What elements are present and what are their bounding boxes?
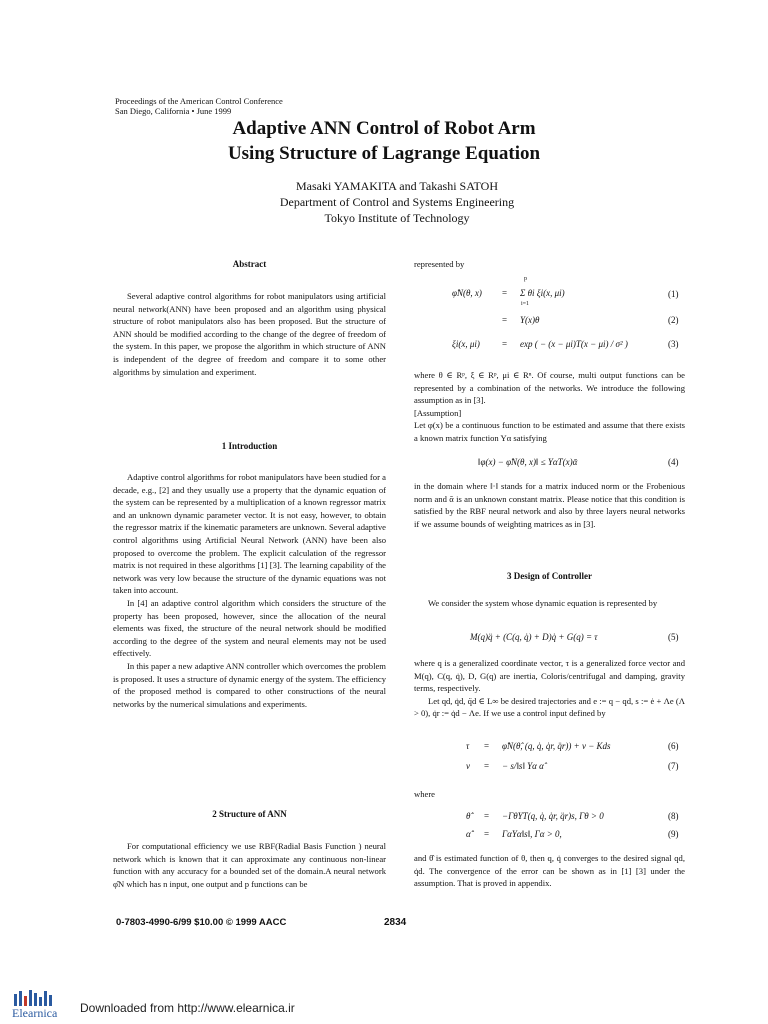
title-line-2: Using Structure of Lagrange Equation	[227, 143, 541, 164]
eq3-equals: =	[502, 339, 508, 349]
institute: Tokyo Institute of Technology	[324, 211, 470, 225]
represented-by-text: represented by	[414, 259, 465, 269]
eq2-number: (2)	[668, 315, 679, 325]
title-line-1: Adaptive ANN Control of Robot Arm	[232, 118, 536, 139]
eq4: ‖φ(x) − φ̂N(θ, x)‖ ≤ YαT(x)ᾱ	[478, 457, 578, 467]
eq3-lhs: ξi(x, μi)	[452, 339, 480, 349]
proceedings-line-1: Proceedings of the American Control Conference	[115, 96, 283, 106]
abstract-paragraph: Several adaptive control algorithms for robot manipulators using artificial neural network(ANN) have been proposed and an algorithm using physical structure of robot manipulators also has been proposed. But the structure of ANN should be modified according to the change of the degree of freedom of the system. In this paper, we propose the algorithm in which structure of ANN is independent of the degree of freedom and compare it to some other algorithms by simulation and experiment.	[113, 291, 386, 377]
eq3-rhs: exp ( − (x − μi)T(x − μi) / σ² )	[520, 339, 628, 349]
eq2-rhs: Y(x)θ	[520, 315, 540, 325]
eq9-equals: =	[484, 829, 490, 839]
final-paragraph: and θ̂ is estimated function of θ, then q, q̇ converges to the desired signal qd, q̇d. The convergence of the error can be shown as in [1] [3] under the assumption. That is proved in appendix.	[414, 853, 685, 889]
eq1-equals: =	[502, 288, 508, 298]
abstract-text	[113, 290, 386, 378]
eq1-sum-bottom: i=1	[521, 301, 530, 307]
eq7-number: (7)	[668, 761, 679, 771]
download-link[interactable]: Downloaded from http://www.elearnica.ir	[80, 1001, 295, 1015]
design-paragraph-3: Let qd, q̇d, q̈d ∈ L∞ be desired trajectories and e := q − qd, s := ė + Λe (Λ > 0), q̇r := q̇d − Λe. If we use a control input defined by	[414, 695, 685, 719]
after-eq4-paragraph: in the domain where ‖·‖ stands for a matrix induced norm or the Frobenious norm and ᾱ is an unknown constant matrix. Please notice that this condition is satisfied by the RBF neural network and also by three layers neural networks if we assume bounds of weighting matrices as in [3].	[414, 481, 685, 529]
eq6-number: (6)	[668, 741, 679, 751]
logo-text: Elearnica	[12, 1006, 58, 1020]
eq1-lhs: φ̂N(θ, x)	[452, 288, 482, 298]
eq3-number: (3)	[668, 339, 679, 349]
intro-paragraph-3: In this paper a new adaptive ANN controller which overcomes the problem is proposed. It uses a structure of dynamic energy of the system. The efficiency of the proposed method is compared to other constructions of the neural networks by the numerical simulations and experiments.	[113, 660, 386, 709]
eq1-number: (1)	[668, 289, 679, 299]
department: Department of Control and Systems Engineering	[279, 195, 515, 209]
where-block	[414, 369, 685, 445]
design-paragraph-2: where q is a generalized coordinate vector, τ is a generalized force vector and M(q), C(q, q̇), D, G(q) are inertia, Coloris/centrifugal and damping, gravity terms, respectively.	[414, 658, 685, 694]
eq6-lhs: τ	[466, 741, 470, 751]
proceedings-line-2: San Diego, California • June 1999	[115, 106, 232, 116]
design-body	[414, 657, 685, 720]
intro-paragraph-1: Adaptive control algorithms for robot manipulators have been studied for a decade, e.g., [2] and they usually use a property that the dynamic equation of the system can be represented by a multiplication of a known regressor matrix and an unknown dynamic parameter vector. It is not easy, however, to obtain the regressor matrix if the kinematic parameters are unknown. Several adaptive control algorithms using Artificial Neural Network (ANN) have been also proposed to overcome the problem. The explicit calculation of the regressor matrix is not required in these algorithms [1] [3]. The learning capability of the network was very low because the structure of the dynamic equations was not taken into account.	[113, 472, 386, 596]
structure-body	[113, 840, 386, 890]
eq2-equals: =	[502, 315, 508, 325]
assumption-text: Let φ(x) be a continuous function to be estimated and assume that there exists a known matrix function Yα satisfying	[414, 420, 685, 443]
final-paragraph-block	[414, 852, 685, 890]
elearnica-logo	[12, 988, 72, 1022]
eq8-rhs: −ΓθYT(q, q̇, q̇r, q̈r)s, Γθ > 0	[502, 811, 604, 821]
eq8-equals: =	[484, 811, 490, 821]
design-heading: 3 Design of Controller	[506, 571, 593, 581]
eq7-equals: =	[484, 761, 490, 771]
where-label: where	[414, 789, 435, 799]
eq6-rhs: φ̂N(θ̂, (q, q̇, q̇r, q̈r)) + v − Kds	[502, 741, 611, 751]
intro-paragraph-2: In [4] an adaptive control algorithm which considers the structure of the property has been proposed, however, since the allocation of the neural elements was fixed, the structure of the neural network should be modified according to the degree of the system and neural elements may not be used effectively.	[113, 597, 386, 659]
assumption-label: [Assumption]	[414, 407, 462, 418]
eq6-equals: =	[484, 741, 490, 751]
logo-bars-icon	[12, 988, 64, 1006]
eq9-number: (9)	[668, 829, 679, 839]
page-number: 2834	[384, 917, 407, 928]
structure-paragraph-1: For computational efficiency we use RBF(Radial Basis Function ) neural network which is known that it can approximate any continuous non-linear function with any accuracy for a bounded set of the domain.A neural network φ̂N which has n input, one output and p functions can be	[113, 841, 386, 889]
structure-heading: 2 Structure of ANN	[212, 809, 287, 819]
eq7-lhs: v	[466, 761, 470, 771]
eq8-lhs: θ̂̇	[466, 811, 471, 821]
eq9-rhs: ΓαYα‖s‖, Γα > 0,	[502, 829, 562, 839]
paper-title	[0, 116, 768, 166]
abstract-heading: Abstract	[232, 259, 267, 269]
eq1-sum-top: p	[524, 276, 527, 282]
eq7-rhs: − s/‖s‖ Yα α̂	[502, 761, 544, 771]
eq1-rhs: Σ θi ξi(x, μi)	[520, 288, 565, 298]
design-paragraph-1: We consider the system whose dynamic equation is represented by	[428, 598, 658, 608]
eq5-number: (5)	[668, 632, 679, 642]
eq9-lhs: α̂̇	[466, 829, 471, 839]
after-eq4	[414, 480, 685, 530]
author-block	[0, 178, 768, 226]
eq4-number: (4)	[668, 457, 679, 467]
authors: Masaki YAMAKITA and Takashi SATOH	[296, 179, 498, 193]
intro-heading: 1 Introduction	[221, 441, 278, 451]
eq5: M(q)q̈ + (C(q, q̇) + D)q̇ + G(q) = τ	[470, 632, 598, 642]
eq8-number: (8)	[668, 811, 679, 821]
intro-body	[113, 471, 386, 710]
where-paragraph: where θ ∈ Rᵖ, ξ ∈ Rᵖ, μi ∈ Rⁿ. Of course, multi output functions can be represented by a combination of the networks. We introduce the following assumption as in [3].	[414, 370, 685, 406]
issn-footer: 0-7803-4990-6/99 $10.00 © 1999 AACC	[116, 917, 287, 928]
design-intro	[414, 597, 685, 610]
proceedings-header	[115, 96, 283, 116]
